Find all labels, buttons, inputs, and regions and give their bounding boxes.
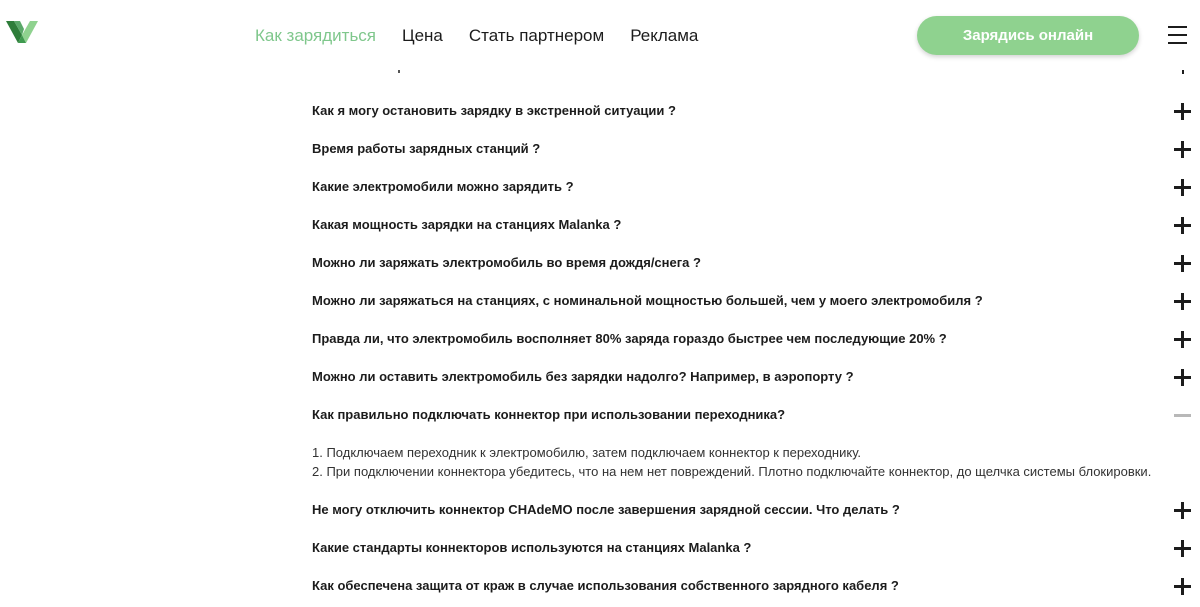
plus-icon[interactable] <box>1174 540 1191 557</box>
plus-icon[interactable] <box>1174 103 1191 120</box>
plus-icon[interactable] <box>1174 217 1191 234</box>
menu-line <box>1168 34 1187 36</box>
faq-question[interactable] <box>0 321 1200 359</box>
faq-question-text: Какая мощность зарядки на станциях Malanka ? <box>312 217 622 232</box>
malanka-logo-icon[interactable] <box>6 21 38 43</box>
faq-list <box>0 93 1200 606</box>
faq-group-before <box>0 93 1200 397</box>
plus-icon <box>1182 70 1184 74</box>
faq-question[interactable] <box>0 207 1200 245</box>
faq-question[interactable] <box>0 492 1200 530</box>
faq-question[interactable] <box>0 568 1200 606</box>
faq-question-text: Можно ли заряжать электромобиль во время дождя/снега ? <box>312 255 701 270</box>
faq-question-text: Как правильно подключать коннектор при использовании переходника? <box>312 407 786 422</box>
plus-icon[interactable] <box>1174 578 1191 595</box>
faq-question-text: Как я могу остановить зарядку в экстренной ситуации ? <box>312 103 676 118</box>
plus-icon[interactable] <box>1174 502 1191 519</box>
plus-icon[interactable] <box>1174 141 1191 158</box>
plus-icon[interactable] <box>1174 331 1191 348</box>
faq-question[interactable] <box>0 169 1200 207</box>
plus-icon[interactable] <box>1174 369 1191 386</box>
faq-question-text: Время работы зарядных станций ? <box>312 141 541 156</box>
plus-icon[interactable] <box>1174 255 1191 272</box>
faq-question[interactable] <box>0 283 1200 321</box>
faq-question-text: Можно ли оставить электромобиль без зарядки надолго? Например, в аэропорту ? <box>312 369 854 384</box>
faq-question-text: Можно ли заряжаться на станциях, с номинальной мощностью большей, чем у моего электромобиля ? <box>312 293 983 308</box>
menu-line <box>1168 26 1187 28</box>
faq-question-expanded[interactable] <box>0 397 1200 435</box>
nav-price[interactable]: Цена <box>402 26 443 45</box>
faq-question[interactable] <box>0 93 1200 131</box>
faq-answer-line: 1. Подключаем переходник к электромобилю, затем подключаем коннектор к переходнику. <box>312 445 862 460</box>
menu-line <box>1168 42 1187 44</box>
faq-question[interactable] <box>0 131 1200 169</box>
main-nav <box>255 26 698 46</box>
faq-question[interactable] <box>0 245 1200 283</box>
plus-icon[interactable] <box>1174 293 1191 310</box>
header <box>0 0 1200 70</box>
faq-question-text: Как обеспечена защита от краж в случае использования собственного зарядного кабеля ? <box>312 578 899 593</box>
plus-icon[interactable] <box>1174 179 1191 196</box>
faq-question[interactable] <box>0 530 1200 568</box>
faq-question-text: Правда ли, что электромобиль восполняет 80% заряда гораздо быстрее чем последующие 20% ? <box>312 331 947 346</box>
faq-question[interactable] <box>0 359 1200 397</box>
nav-advertising[interactable]: Реклама <box>630 26 699 45</box>
faq-answer-line: 2. При подключении коннектора убедитесь, что на нем нет повреждений. Плотно подключайте коннектор, до щелчка системы блокировки. <box>312 464 1152 479</box>
faq-group-after <box>0 492 1200 606</box>
hamburger-menu-icon[interactable] <box>1168 26 1187 44</box>
faq-answer <box>0 435 1200 492</box>
faq-question-text: Какие стандарты коннекторов используются на станциях Malanka ? <box>312 540 752 555</box>
faq-question-text: Какие электромобили можно зарядить ? <box>312 179 574 194</box>
minus-icon[interactable] <box>1174 407 1191 424</box>
faq-question-text: Не могу отключить коннектор CHAdeMO после завершения зарядной сессии. Что делать ? <box>312 502 900 517</box>
nav-how-to-charge[interactable]: Как зарядиться <box>255 26 377 45</box>
charge-online-button[interactable]: Зарядись онлайн <box>917 16 1139 55</box>
nav-become-partner[interactable]: Стать партнером <box>468 26 605 45</box>
